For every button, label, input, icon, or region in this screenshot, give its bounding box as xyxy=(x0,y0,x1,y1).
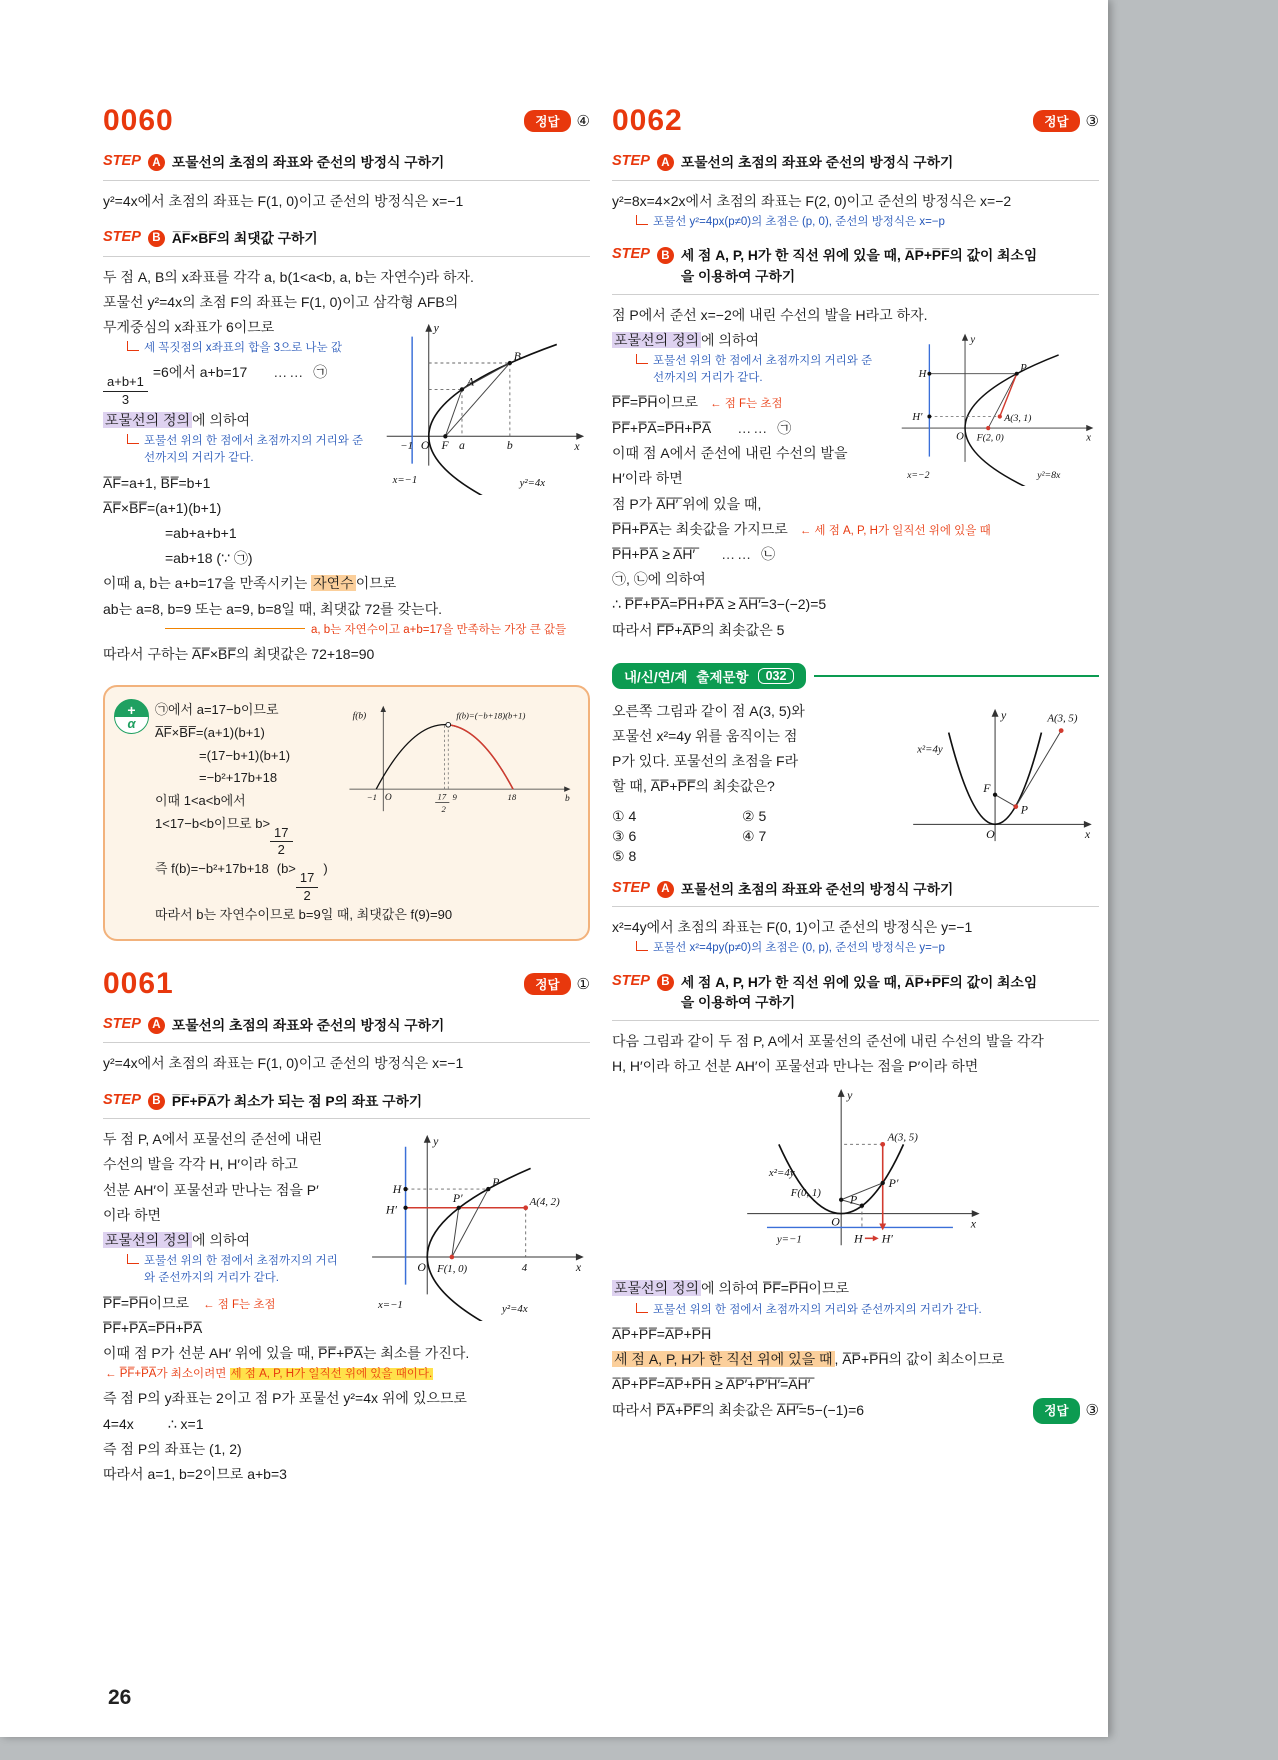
answer-line xyxy=(524,110,590,132)
figure-alpha-graph xyxy=(340,701,576,823)
alpha-line: =(17−b+1)(b+1) xyxy=(199,747,291,763)
highlight-natural-number: 자연수 xyxy=(313,575,354,592)
svg-text:P: P xyxy=(1020,802,1028,817)
step-title: A̅F̅×B̅F̅의 최댓값 구하기 xyxy=(171,230,318,246)
choices xyxy=(612,808,891,865)
svg-text:F: F xyxy=(983,780,991,795)
solution-line: ㉠, ㉡에 의하여 xyxy=(612,571,706,588)
linked-exam-header xyxy=(612,663,1099,689)
solution-line: 이때 점 P가 선분 AH′ 위에 있을 때, P̅F̅+P̅A̅는 최소를 가진다. xyxy=(103,1345,470,1361)
axes xyxy=(349,706,570,811)
step-letter-icon: A xyxy=(657,154,674,171)
svg-text:y: y xyxy=(970,333,976,346)
equation-line: $\frac{a+b+1}{3}$ =6에서 a+b=17 …… ㉠ xyxy=(103,360,590,408)
parabola-curve xyxy=(429,344,557,495)
svg-text:y: y xyxy=(433,1133,439,1148)
figure-quiz-parabola xyxy=(901,701,1099,849)
fraction: $\frac{17}{2}$ xyxy=(296,870,318,904)
step-word: STEP xyxy=(612,972,650,989)
step-b-header xyxy=(103,229,590,257)
equation-line: P̅H̅+P̅A̅ ≥ A̅H̅′̅ …… ㉡ xyxy=(612,546,776,563)
problem-0060 xyxy=(103,104,590,941)
svg-text:x: x xyxy=(575,1259,582,1274)
step-title: 세 점 A, P, H가 한 직선 위에 있을 때, A̅P̅+P̅F̅의 값이 최소임 을 이용하여 구하기 xyxy=(680,974,1038,1011)
step-letter-icon: A xyxy=(148,1017,165,1034)
step-b-header xyxy=(612,246,1099,294)
svg-text:x=−1: x=−1 xyxy=(378,1299,403,1312)
right-column xyxy=(612,100,1099,1424)
svg-text:O: O xyxy=(417,1259,426,1274)
step-letter-icon: B xyxy=(657,974,674,991)
equation-line: =ab+a+b+1 xyxy=(165,524,237,541)
question-line: 오른쪽 그림과 같이 점 A(3, 5)와 xyxy=(612,702,805,719)
step-title: 포물선의 초점의 좌표와 준선의 방정식 구하기 xyxy=(680,881,954,897)
step-word: STEP xyxy=(103,153,141,169)
solution-line: 포물선 y²=4x의 초점 F의 좌표는 F(1, 0)이고 삼각형 AFB의 xyxy=(103,293,459,310)
svg-text:H′: H′ xyxy=(385,1202,397,1217)
linked-exam-question xyxy=(612,663,1099,1425)
equation-line: P̅F̅+P̅A̅=P̅H̅+P̅A̅ xyxy=(103,1319,203,1336)
alpha-line: 1<17−b<b이므로 b> $\frac{17}{2}$ xyxy=(155,813,576,859)
highlight-definition: 포물선의 정의 xyxy=(105,1231,191,1248)
svg-text:O: O xyxy=(830,1214,840,1229)
left-column xyxy=(103,100,590,1487)
solution-line: 무게중심의 x좌표가 6이므로 xyxy=(103,318,275,335)
solution-line: 세 점 A, P, H가 한 직선 위에 있을 때 , A̅P̅+P̅H̅의 값이 최소이므로 xyxy=(614,1351,1005,1368)
page-number: 26 xyxy=(108,1686,132,1709)
equation-line: P̅F̅+P̅A̅=P̅H̅+P̅A̅ …… ㉠ xyxy=(612,419,792,436)
step-a-header xyxy=(612,880,1099,908)
annotation: 세 꼭짓점의 x좌표의 합을 3으로 나눈 값 xyxy=(127,340,365,357)
svg-text:O: O xyxy=(986,826,995,841)
step-b-header xyxy=(103,1092,590,1120)
step-letter-icon: A xyxy=(148,154,165,171)
step-a-header xyxy=(103,153,590,181)
svg-text:A(4, 2): A(4, 2) xyxy=(529,1196,560,1209)
segments xyxy=(452,1189,526,1257)
svg-text:x: x xyxy=(1084,826,1091,841)
annotation: 포물선 위의 한 점에서 초점까지의 거리와 준선까지의 거리가 같다. xyxy=(127,1253,348,1288)
solution-line: H′이라 하면 xyxy=(612,469,683,486)
figure-labels xyxy=(353,710,570,814)
svg-text:x: x xyxy=(574,439,580,453)
svg-text:x: x xyxy=(1086,431,1092,444)
svg-text:x=−1: x=−1 xyxy=(392,474,418,487)
svg-text:P: P xyxy=(1020,361,1027,374)
solution-line: 두 점 P, A에서 포물선의 준선에 내린 xyxy=(103,1131,323,1148)
svg-text:O: O xyxy=(384,793,392,804)
solution-line: P̅H̅+P̅A̅는 최솟값을 가지므로 ← 세 점 A, P, H가 일직선 위에 있을 때 xyxy=(612,520,991,537)
answer-line xyxy=(524,973,590,995)
svg-text:a: a xyxy=(459,438,465,452)
points xyxy=(993,728,1064,809)
question-number-chip: 032 xyxy=(758,668,795,684)
linked-exam-pill: 내/신/연/계 출제문항 032 xyxy=(612,663,806,689)
annotation: 포물선 위의 한 점에서 초점까지의 거리와 준선까지의 거리가 같다. xyxy=(636,353,879,388)
step-letter-icon: B xyxy=(148,230,165,247)
svg-text:b: b xyxy=(506,438,513,452)
alpha-line: =−b²+17b+18 xyxy=(199,770,278,786)
svg-text:y²=4x: y²=4x xyxy=(519,477,546,490)
question-line: 할 때, A̅P̅+P̅F̅의 최솟값은? xyxy=(612,778,775,795)
solution-line: 포물선의 정의 에 의하여 P̅F̅=P̅H̅이므로 xyxy=(614,1280,850,1297)
elbow-arrow-icon xyxy=(127,434,139,444)
problem-header xyxy=(103,104,590,138)
svg-text:P: P xyxy=(492,1175,500,1190)
annotation-red: a, b는 자연수이고 a+b=17을 만족하는 가장 큰 값들 xyxy=(105,622,590,639)
answer-badge-green: 정답 xyxy=(1033,1398,1079,1425)
points xyxy=(403,1187,528,1259)
svg-text:H′: H′ xyxy=(912,410,923,423)
step-letter-icon: A xyxy=(657,881,674,898)
elbow-arrow-icon xyxy=(127,341,139,351)
segments xyxy=(995,730,1061,806)
solution-line: y²=4x에서 초점의 좌표는 F(1, 0)이고 준선의 방정식은 x=−1 xyxy=(103,192,464,209)
svg-text:O: O xyxy=(420,438,430,452)
annotation: 포물선 위의 한 점에서 초점까지의 거리와 준선까지의 거리가 같다. xyxy=(636,1302,1099,1319)
svg-text:y: y xyxy=(1000,707,1007,722)
svg-text:F(1, 0): F(1, 0) xyxy=(437,1262,468,1275)
svg-text:−1: −1 xyxy=(400,439,414,452)
left-arrow-icon: ← xyxy=(202,1298,215,1311)
svg-text:B: B xyxy=(513,350,521,364)
svg-text:2: 2 xyxy=(441,804,446,815)
problem-number: 0060 xyxy=(103,104,174,137)
solution-line: x²=4y에서 초점의 좌표는 F(0, 1)이고 준선의 방정식은 y=−1 xyxy=(612,919,973,936)
highlight-definition: 포물선의 정의 xyxy=(105,411,191,428)
svg-text:f(b): f(b) xyxy=(352,711,367,722)
solution-line: 따라서 F̅P̅+A̅P̅의 최솟값은 5 xyxy=(612,621,785,638)
svg-text:O: O xyxy=(956,430,964,443)
plus-alpha-icon: + α xyxy=(114,699,149,734)
fraction: $\frac{a+b+1}{3}$ xyxy=(103,374,148,408)
annotation: 포물선 위의 한 점에서 초점까지의 거리와 준선까지의 거리가 같다. xyxy=(127,433,365,468)
choice-2: ② 5 xyxy=(742,807,767,824)
problem-number: 0061 xyxy=(103,966,174,1000)
solution-line: 두 점 A, B의 x좌표를 각각 a, b(1<a<b, a, b는 자연수)라 하자. xyxy=(103,268,474,285)
equation-line: 4=4x ∴ x=1 xyxy=(103,1415,204,1432)
answer-number: ④ xyxy=(576,113,590,130)
step-b-header xyxy=(612,973,1099,1021)
svg-text:y: y xyxy=(433,321,439,335)
svg-text:y=−1: y=−1 xyxy=(776,1233,802,1246)
problem-0062 xyxy=(612,104,1099,643)
solution-line: 포물선의 정의 에 의하여 xyxy=(105,411,251,428)
question-line: P가 있다. 포물선의 초점을 F라 xyxy=(612,753,799,770)
annotation: 포물선 y²=4px(p≠0)의 초점은 (p, 0), 준선의 방정식은 x=−p xyxy=(636,214,1099,231)
svg-text:H: H xyxy=(918,367,927,380)
answer-number: ③ xyxy=(1085,113,1099,130)
figure-labels xyxy=(767,1088,976,1245)
answer-number: ① xyxy=(576,975,590,993)
svg-text:F(0, 1): F(0, 1) xyxy=(790,1187,821,1200)
svg-text:H: H xyxy=(853,1231,863,1246)
axes xyxy=(372,1135,584,1295)
highlight-definition: 포물선의 정의 xyxy=(614,1280,700,1297)
answer-badge: 정답 xyxy=(524,110,570,132)
orange-pointer-line xyxy=(165,628,305,629)
solution-line: 즉 점 P의 y좌표는 2이고 점 P가 포물선 y²=4x 위에 있으므로 xyxy=(103,1390,467,1407)
equation-line: =ab+18 (∵ ㉠) xyxy=(165,550,253,567)
step-word: STEP xyxy=(612,879,650,896)
svg-text:x: x xyxy=(970,1216,976,1231)
step-title: P̅F̅+P̅A̅가 최소가 되는 점 P의 좌표 구하기 xyxy=(171,1093,423,1109)
step-word: STEP xyxy=(612,246,650,263)
fraction: $\frac{17}{2}$ xyxy=(270,825,292,859)
answer-number: ③ xyxy=(1085,1402,1099,1420)
equation-line: A̅F̅=a+1, B̅F̅=b+1 xyxy=(103,474,211,491)
solution-line: 따라서 구하는 A̅F̅×B̅F̅의 최댓값은 72+18=90 xyxy=(103,645,375,662)
svg-text:H: H xyxy=(392,1182,402,1197)
step-a-header xyxy=(612,153,1099,181)
solution-line: 점 P가 A̅H̅′̅ 위에 있을 때, xyxy=(612,495,762,512)
answer-line xyxy=(1033,110,1099,132)
annotation-red: ← P̅F̅+P̅A̅가 최소이려면 세 점 A, P, H가 일직선 위에 있을 때이다. xyxy=(105,1368,433,1381)
svg-text:9: 9 xyxy=(452,792,457,803)
solution-line: y²=4x에서 초점의 좌표는 F(1, 0)이고 준선의 방정식은 x=−1 xyxy=(103,1055,464,1072)
question-line: 포물선 x²=4y 위를 움직이는 점 xyxy=(612,728,798,744)
alpha-line: 따라서 b는 자연수이므로 b=9일 때, 최댓값은 f(9)=90 xyxy=(155,906,453,922)
answer-badge: 정답 xyxy=(1033,110,1079,132)
solution-line: 이라 하면 xyxy=(103,1206,161,1223)
alpha-supplement-box xyxy=(103,685,590,941)
figure-parabola-0061 xyxy=(358,1129,590,1321)
problem-header xyxy=(103,967,590,1001)
solution-line: 따라서 a=1, b=2이므로 a+b=3 xyxy=(103,1466,287,1482)
step-title: 포물선의 초점의 좌표와 준선의 방정식 구하기 xyxy=(171,1017,445,1033)
solution-line: 포물선의 정의 에 의하여 xyxy=(614,331,760,348)
solution-line: y²=8x=4×2x에서 초점의 좌표는 F(2, 0)이고 준선의 방정식은 x=−2 xyxy=(612,192,1012,209)
equation-line: A̅F̅×B̅F̅=(a+1)(b+1) xyxy=(103,499,222,516)
step-letter-icon: B xyxy=(657,247,674,264)
svg-text:y: y xyxy=(846,1088,852,1103)
svg-text:P′: P′ xyxy=(452,1191,463,1206)
choice-3: ③ 6 xyxy=(612,827,637,844)
equation-line: P̅F̅=P̅H̅이므로 ← 점 F는 초점 xyxy=(103,1294,276,1311)
figure-parabola-0062 xyxy=(889,330,1099,486)
solution-line: 점 P에서 준선 x=−2에 내린 수선의 발을 H라고 하자. xyxy=(612,306,928,323)
choice-5: ⑤ 8 xyxy=(612,847,637,864)
answer-line xyxy=(1033,1397,1099,1424)
step-word: STEP xyxy=(103,228,141,245)
solution-line: 수선의 발을 각각 H, H′이라 하고 xyxy=(103,1156,298,1173)
solution-line: ab는 a=8, b=9 또는 a=9, b=8일 때, 최댓값 72를 갖는다. xyxy=(103,600,442,617)
elbow-arrow-icon xyxy=(636,941,648,951)
solution-line: 포물선의 정의 에 의하여 xyxy=(105,1231,251,1248)
highlight-collinear: 세 점 A, P, H가 한 직선 위에 있을 때 xyxy=(614,1351,833,1368)
left-arrow-icon: ← xyxy=(799,524,812,537)
answer-badge: 정답 xyxy=(524,973,570,995)
svg-text:y²=4x: y²=4x xyxy=(502,1303,528,1316)
solution-line: 이때 점 A에서 준선에 내린 수선의 발을 xyxy=(612,444,848,461)
step-a-header xyxy=(103,1016,590,1044)
svg-text:x²=4y: x²=4y xyxy=(768,1167,795,1180)
solution-line: 선분 AH′이 포물선과 만나는 점을 P′ xyxy=(103,1181,319,1198)
svg-text:P′: P′ xyxy=(888,1176,898,1191)
choice-1: ① 4 xyxy=(612,807,637,824)
choice-4: ④ 7 xyxy=(742,827,767,844)
alpha-line: A̅F̅×B̅F̅=(a+1)(b+1) xyxy=(155,724,265,740)
alpha-line: 즉 f(b)=−b²+17b+18 (b> $\frac{17}{2}$ ) xyxy=(155,861,328,903)
svg-text:18: 18 xyxy=(507,792,517,803)
svg-text:P: P xyxy=(849,1193,857,1208)
elbow-arrow-icon xyxy=(636,215,648,225)
problem-header xyxy=(612,104,1099,138)
svg-text:A(3, 1): A(3, 1) xyxy=(1004,412,1032,424)
equation-line: A̅P̅+P̅F̅=A̅P̅+P̅H̅ ≥ A̅P̅′̅+P̅′̅H̅′̅=A̅H̅′̅ xyxy=(612,1376,811,1393)
svg-text:A(3, 5): A(3, 5) xyxy=(1047,712,1078,725)
solution-line: 이때 a, b는 a+b=17을 만족시키는 자연수 이므로 xyxy=(103,575,397,592)
equation-line: ∴ P̅F̅+P̅A̅=P̅H̅+P̅A̅ ≥ A̅H̅′̅=3−(−2)=5 xyxy=(612,596,827,613)
dashed-guides xyxy=(429,363,510,436)
figure-parabola-0060 xyxy=(375,317,590,495)
svg-text:f(b)=(−b+18)(b+1): f(b)=(−b+18)(b+1) xyxy=(456,710,526,721)
step-letter-icon: B xyxy=(148,1093,165,1110)
solution-line: 다음 그림과 같이 두 점 P, A에서 포물선의 준선에 내린 수선의 발을 각각 xyxy=(612,1033,1044,1050)
figure-parabola-0062-bottom xyxy=(727,1085,985,1268)
open-point xyxy=(446,723,451,728)
problem-number: 0062 xyxy=(612,104,683,137)
svg-text:H′: H′ xyxy=(881,1231,893,1246)
svg-text:y²=8x: y²=8x xyxy=(1037,469,1061,481)
alpha-line: 이때 1<a<b에서 xyxy=(155,793,246,809)
highlight-collinear: 세 점 A, P, H가 일직선 위에 있을 때이다. xyxy=(230,1368,433,1381)
elbow-arrow-icon xyxy=(636,1303,648,1313)
parabola-curve xyxy=(427,1169,530,1322)
annotation: 포물선 x²=4py(p≠0)의 초점은 (0, p), 준선의 방정식은 y=−p xyxy=(636,940,1099,957)
alpha-line: ㉠에서 a=17−b이므로 xyxy=(155,702,279,718)
svg-text:b: b xyxy=(564,794,570,805)
solution-line: H, H′이라 하고 선분 AH′이 포물선과 만나는 점을 P′이라 하면 xyxy=(612,1058,979,1075)
solution-line: 즉 점 P의 좌표는 (1, 2) xyxy=(103,1440,242,1457)
svg-text:x=−2: x=−2 xyxy=(907,469,930,481)
svg-text:17: 17 xyxy=(437,791,447,802)
dashed-guides xyxy=(445,725,449,789)
highlight-definition: 포물선의 정의 xyxy=(614,331,700,348)
svg-text:−1: −1 xyxy=(366,792,377,803)
elbow-arrow-icon xyxy=(636,354,648,364)
triangle-lines xyxy=(445,363,510,436)
step-word: STEP xyxy=(103,1091,141,1108)
svg-text:F(2, 0): F(2, 0) xyxy=(976,432,1004,444)
svg-text:x²=4y: x²=4y xyxy=(917,743,943,756)
step-title: 포물선의 초점의 좌표와 준선의 방정식 구하기 xyxy=(680,155,954,170)
left-arrow-icon: ← xyxy=(709,398,722,411)
problem-0061 xyxy=(103,967,590,1488)
svg-text:A: A xyxy=(466,375,475,389)
left-arrow-icon: ← xyxy=(105,1368,117,1381)
step-title: 포물선의 초점의 좌표와 준선의 방정식 구하기 xyxy=(171,155,445,170)
svg-text:F: F xyxy=(441,438,449,452)
quadratic-curve-red xyxy=(448,725,513,789)
svg-text:4: 4 xyxy=(521,1261,528,1274)
svg-text:A(3, 5): A(3, 5) xyxy=(887,1131,918,1144)
green-rule xyxy=(814,675,1099,677)
equation-line: P̅F̅=P̅H̅이므로 ← 점 F는 초점 xyxy=(612,394,783,411)
elbow-arrow-icon xyxy=(127,1254,139,1264)
equation-line: A̅P̅+P̅F̅=A̅P̅+P̅H̅ xyxy=(612,1325,712,1342)
step-word: STEP xyxy=(612,153,650,169)
final-line: 따라서 P̅A̅+P̅F̅의 최솟값은 A̅H̅′̅=5−(−1)=6 정답 ③ xyxy=(612,1397,1099,1424)
step-word: STEP xyxy=(103,1015,141,1032)
figure-labels xyxy=(377,1134,582,1315)
step-title: 세 점 A, P, H가 한 직선 위에 있을 때, A̅P̅+P̅F̅의 값이 최소임 을 이용하여 구하기 xyxy=(680,248,1038,284)
